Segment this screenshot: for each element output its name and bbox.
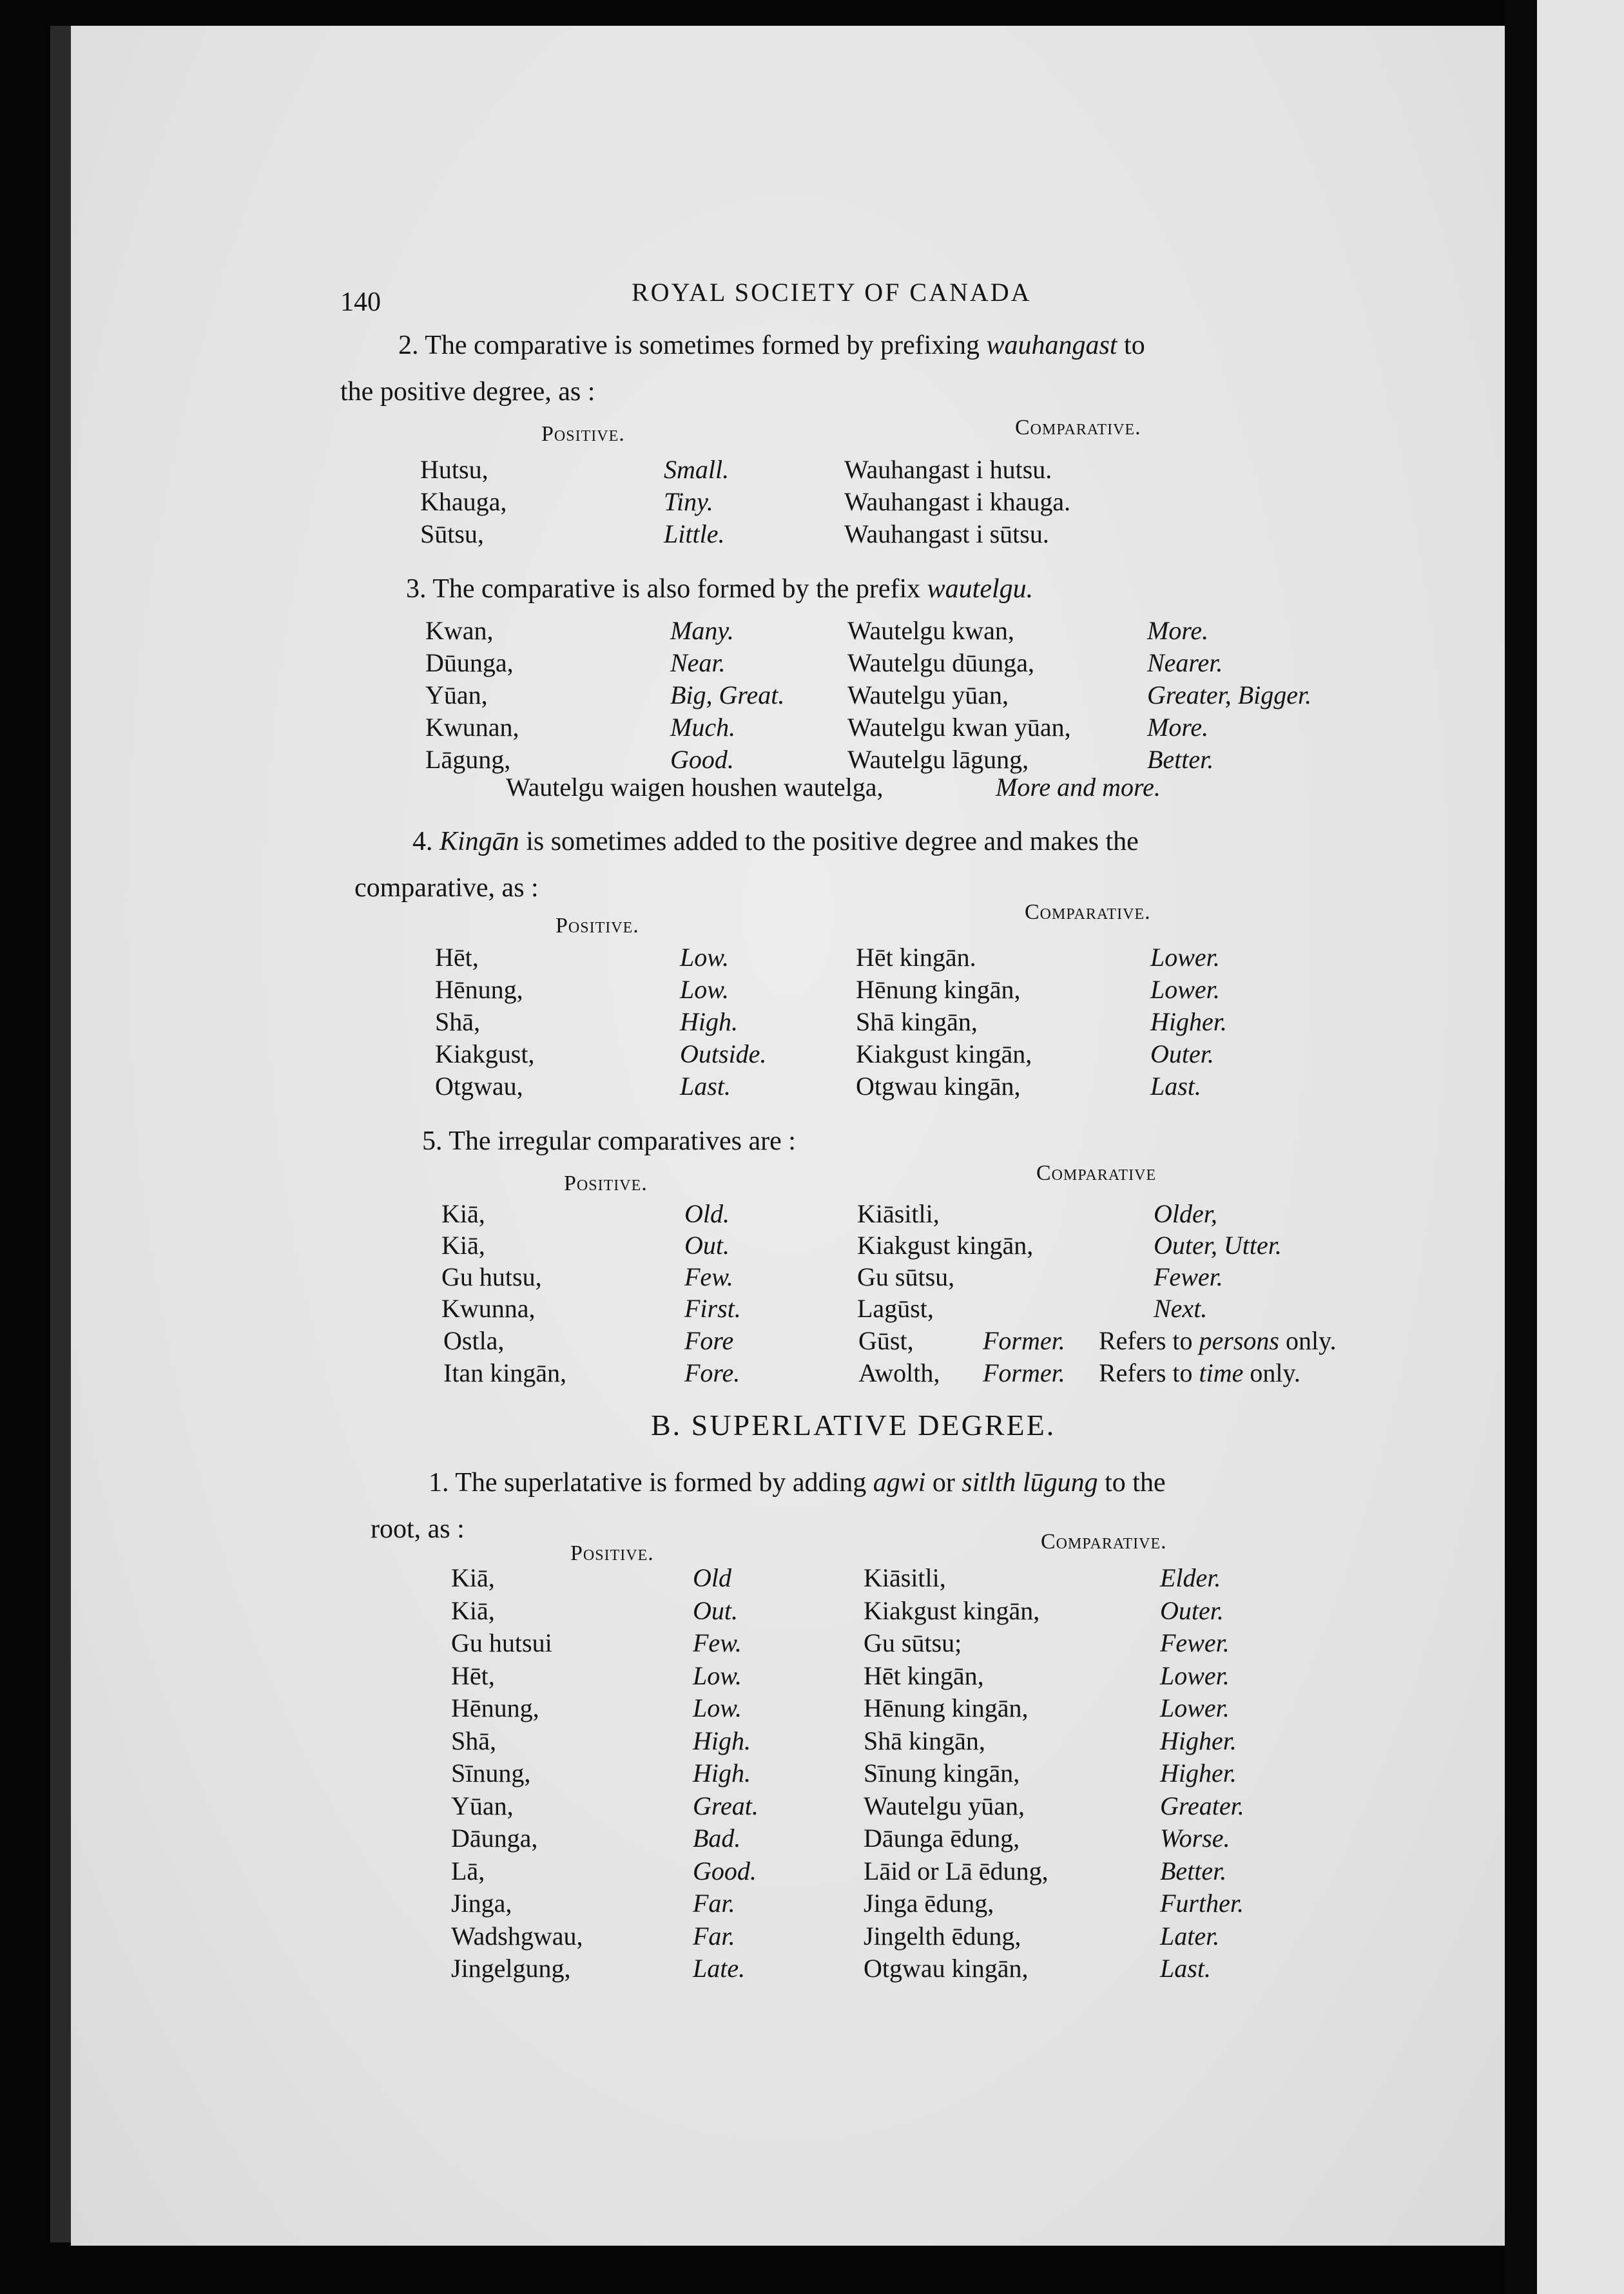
positive-word: Khauga, <box>420 487 507 516</box>
table-row <box>0 1758 1434 1790</box>
positive-word: Gu hutsu, <box>441 1262 542 1291</box>
comparative-word: Awolth, <box>858 1358 940 1387</box>
comparative-gloss: Lower. <box>1150 943 1220 972</box>
table-row <box>0 1693 1434 1725</box>
positive-word: Kwunan, <box>425 713 519 742</box>
positive-gloss: Many. <box>670 616 734 645</box>
positive-gloss: Much. <box>670 713 736 742</box>
positive-gloss: Far. <box>693 1921 735 1951</box>
positive-gloss: Low. <box>693 1693 742 1722</box>
positive-gloss: First. <box>684 1294 741 1323</box>
positive-gloss: High. <box>680 1007 738 1036</box>
positive-word: Hēnung, <box>435 975 523 1004</box>
positive-word: Itan kingān, <box>443 1358 567 1387</box>
comparative-gloss: More. <box>1147 713 1209 742</box>
positive-gloss: Out. <box>693 1595 738 1625</box>
comparative-gloss: Fewer. <box>1160 1628 1230 1657</box>
positive-gloss: Old <box>693 1563 731 1592</box>
comparative-word: Gūst, <box>858 1326 914 1355</box>
positive-word: Kwan, <box>425 616 494 645</box>
comparative-column-header: Comparative <box>1036 1161 1157 1185</box>
comparative-gloss: Later. <box>1160 1921 1220 1951</box>
table-row <box>0 1921 1434 1953</box>
comparative-word: Lagūst, <box>857 1294 934 1323</box>
table-row <box>0 1199 1434 1231</box>
table-row <box>0 1791 1434 1823</box>
positive-gloss: Last. <box>680 1072 731 1101</box>
comparative-word: Shā kingān, <box>864 1726 985 1755</box>
table-row <box>0 1661 1434 1693</box>
comparative-word: Wauhangast i sūtsu. <box>844 519 1049 548</box>
comparative-word: Jingelth ēdung, <box>864 1921 1021 1951</box>
comparative-gloss: Outer. <box>1150 1039 1214 1068</box>
table-row <box>0 1007 1434 1039</box>
comparative-gloss: Higher. <box>1150 1007 1227 1036</box>
positive-gloss: Great. <box>693 1791 759 1820</box>
comparative-gloss: Last. <box>1160 1954 1211 1983</box>
table-row <box>0 680 1434 712</box>
positive-word: Shā, <box>451 1726 496 1755</box>
section-2-paragraph: 2. The comparative is sometimes formed by prefixing wauhangast to the positive degree, as : <box>340 331 1145 407</box>
comparative-word: Gu sūtsu; <box>864 1628 962 1657</box>
positive-word: Sūtsu, <box>420 519 484 548</box>
section-5-paragraph: 5. The irregular comparatives are : <box>422 1126 796 1156</box>
comparative-word: Kiakgust kingān, <box>856 1039 1032 1068</box>
comparative-gloss: Further. <box>1160 1889 1244 1918</box>
page-number: 140 <box>340 287 381 317</box>
comparative-gloss: Outer. <box>1160 1595 1224 1625</box>
positive-word: Kiā, <box>441 1231 485 1260</box>
comparative-word: Wautelgu dūunga, <box>847 648 1035 677</box>
comparative-word: Wautelgu kwan yūan, <box>847 713 1071 742</box>
comparative-gloss: Outer, Utter. <box>1154 1231 1282 1260</box>
comparative-gloss: Better. <box>1147 745 1214 774</box>
positive-word: Wadshgwau, <box>451 1921 583 1951</box>
comparative-gloss: Higher. <box>1160 1726 1237 1755</box>
positive-gloss: Near. <box>670 648 726 677</box>
comparative-word: Hēt kingān, <box>864 1661 984 1690</box>
positive-word: Hēt, <box>451 1661 495 1690</box>
positive-gloss: Bad. <box>693 1824 741 1853</box>
positive-gloss: Fore <box>684 1326 734 1355</box>
table-row <box>0 1358 1434 1390</box>
comparative-gloss: Lower. <box>1160 1661 1230 1690</box>
comparative-word: Gu sūtsu, <box>857 1262 955 1291</box>
positive-word: Yūan, <box>425 680 488 709</box>
section-b-paragraph: 1. The superlatative is formed by adding agwi or sitlth lūgung to the root, as : <box>371 1468 1166 1544</box>
comparative-gloss: Next. <box>1154 1294 1208 1323</box>
table-row <box>0 1230 1434 1262</box>
positive-gloss: Small. <box>664 455 730 484</box>
comparative-gloss: More. <box>1147 616 1209 645</box>
positive-gloss: Little. <box>664 519 725 548</box>
comparative-word: Kiāsitli, <box>857 1199 940 1228</box>
comparative-word: Wautelgu kwan, <box>847 616 1014 645</box>
book-gutter <box>1505 0 1537 2294</box>
comparative-column-header: Comparative. <box>1041 1530 1167 1554</box>
table-row <box>0 1595 1434 1628</box>
comparative-word: Dāunga ēdung, <box>864 1824 1020 1853</box>
table-row <box>0 1039 1434 1071</box>
positive-gloss: Late. <box>693 1954 746 1983</box>
table-row <box>0 615 1434 648</box>
table-row <box>0 1856 1434 1888</box>
comparative-word: Otgwau kingān, <box>856 1072 1021 1101</box>
positive-column-header: Positive. <box>564 1171 648 1195</box>
comparative-gloss: Older, <box>1154 1199 1217 1228</box>
comparative-word: Otgwau kingān, <box>864 1954 1029 1983</box>
comparative-word: Kiakgust kingān, <box>857 1231 1034 1260</box>
comparative-gloss: Lower. <box>1160 1693 1230 1722</box>
comparative-word: Shā kingān, <box>856 1007 978 1036</box>
table-row <box>0 648 1434 680</box>
running-head: ROYAL SOCIETY OF CANADA <box>632 278 1032 307</box>
positive-gloss: Low. <box>680 943 729 972</box>
comparative-word: Sīnung kingān, <box>864 1759 1020 1788</box>
comparative-word: Wautelgu lāgung, <box>847 745 1029 774</box>
comparative-gloss: Former. <box>983 1326 1065 1355</box>
table-row <box>0 1325 1434 1358</box>
table-row <box>0 1953 1434 1985</box>
positive-word: Kiakgust, <box>435 1039 535 1068</box>
positive-word: Gu hutsui <box>451 1628 552 1657</box>
positive-gloss: High. <box>693 1759 751 1788</box>
positive-gloss: Old. <box>684 1199 730 1228</box>
positive-word: Sīnung, <box>451 1759 531 1788</box>
positive-word: Hēt, <box>435 943 479 972</box>
facing-page-edge <box>1537 0 1624 2294</box>
positive-word: Jingelgung, <box>451 1954 571 1983</box>
comparative-column-header: Comparative. <box>1015 416 1141 439</box>
positive-word: Lā, <box>451 1856 485 1885</box>
positive-word: Yūan, <box>451 1791 514 1820</box>
table-row <box>0 1293 1434 1325</box>
positive-gloss: Few. <box>684 1262 733 1291</box>
positive-gloss: Tiny. <box>664 487 713 516</box>
comparative-word: Wauhangast i khauga. <box>844 487 1071 516</box>
table-row <box>0 942 1434 974</box>
table-row <box>0 487 1434 519</box>
comparative-word: Hēnung kingān, <box>856 975 1021 1004</box>
positive-word: Kiā, <box>451 1595 495 1625</box>
comparative-word: Wauhangast i hutsu. <box>844 455 1052 484</box>
table-row <box>0 519 1434 551</box>
section-3-extra-row: Wautelgu waigen houshen wautelga, More and more. <box>506 773 1161 802</box>
comparative-column-header: Comparative. <box>1025 900 1151 924</box>
comparative-gloss: Fewer. <box>1154 1262 1223 1291</box>
usage-note: Refers to time only. <box>1099 1358 1300 1387</box>
usage-note: Refers to persons only. <box>1099 1326 1337 1355</box>
table-row <box>0 1888 1434 1920</box>
table-row <box>0 1563 1434 1595</box>
positive-word: Dāunga, <box>451 1824 538 1853</box>
comparative-gloss: Greater, Bigger. <box>1147 680 1312 709</box>
positive-gloss: Fore. <box>684 1358 740 1387</box>
comparative-gloss: Lower. <box>1150 975 1220 1004</box>
comparative-gloss: Last. <box>1150 1072 1201 1101</box>
positive-word: Dūunga, <box>425 648 514 677</box>
table-row <box>0 974 1434 1007</box>
positive-word: Lāgung, <box>425 745 511 774</box>
table-row <box>0 1823 1434 1855</box>
comparative-word: Hēt kingān. <box>856 943 976 972</box>
positive-column-header: Positive. <box>541 422 625 446</box>
superlative-heading: B. SUPERLATIVE DEGREE. <box>651 1409 1056 1441</box>
positive-gloss: Low. <box>693 1661 742 1690</box>
comparative-word: Jinga ēdung, <box>864 1889 994 1918</box>
comparative-gloss: Worse. <box>1160 1824 1230 1853</box>
comparative-gloss: Former. <box>983 1358 1065 1387</box>
comparative-word: Wautelgu yūan, <box>864 1791 1025 1820</box>
positive-gloss: Far. <box>693 1889 735 1918</box>
positive-word: Kwunna, <box>441 1294 536 1323</box>
comparative-word: Wautelgu yūan, <box>847 680 1009 709</box>
comparative-gloss: Better. <box>1160 1856 1227 1885</box>
comparative-gloss: Higher. <box>1160 1759 1237 1788</box>
positive-word: Ostla, <box>443 1326 505 1355</box>
positive-gloss: Good. <box>670 745 734 774</box>
section-4-paragraph: 4. Kingān is sometimes added to the positive degree and makes the comparative, as : <box>354 827 1139 903</box>
section-3-paragraph: 3. The comparative is also formed by the prefix wautelgu. <box>406 574 1034 604</box>
table-row <box>0 1071 1434 1103</box>
positive-word: Hutsu, <box>420 455 488 484</box>
comparative-gloss: Elder. <box>1160 1563 1221 1592</box>
table-row <box>0 1726 1434 1758</box>
table-row <box>0 1262 1434 1294</box>
positive-column-header: Positive. <box>570 1541 654 1565</box>
positive-gloss: Outside. <box>680 1039 767 1068</box>
positive-gloss: Few. <box>693 1628 742 1657</box>
positive-word: Kiā, <box>441 1199 485 1228</box>
table-row <box>0 454 1434 487</box>
comparative-word: Lāid or Lā ēdung, <box>864 1856 1049 1885</box>
table-row <box>0 1628 1434 1660</box>
table-row <box>0 712 1434 744</box>
positive-word: Jinga, <box>451 1889 512 1918</box>
positive-gloss: Low. <box>680 975 729 1004</box>
positive-gloss: Out. <box>684 1231 730 1260</box>
positive-word: Hēnung, <box>451 1693 539 1722</box>
comparative-word: Hēnung kingān, <box>864 1693 1029 1722</box>
positive-gloss: High. <box>693 1726 751 1755</box>
comparative-word: Kiakgust kingān, <box>864 1595 1040 1625</box>
positive-word: Kiā, <box>451 1563 495 1592</box>
positive-gloss: Good. <box>693 1856 757 1885</box>
comparative-gloss: Nearer. <box>1147 648 1223 677</box>
comparative-gloss: Greater. <box>1160 1791 1244 1820</box>
positive-column-header: Positive. <box>556 914 639 938</box>
positive-word: Shā, <box>435 1007 480 1036</box>
comparative-word: Kiāsitli, <box>864 1563 946 1592</box>
positive-word: Otgwau, <box>435 1072 523 1101</box>
positive-gloss: Big, Great. <box>670 680 785 709</box>
